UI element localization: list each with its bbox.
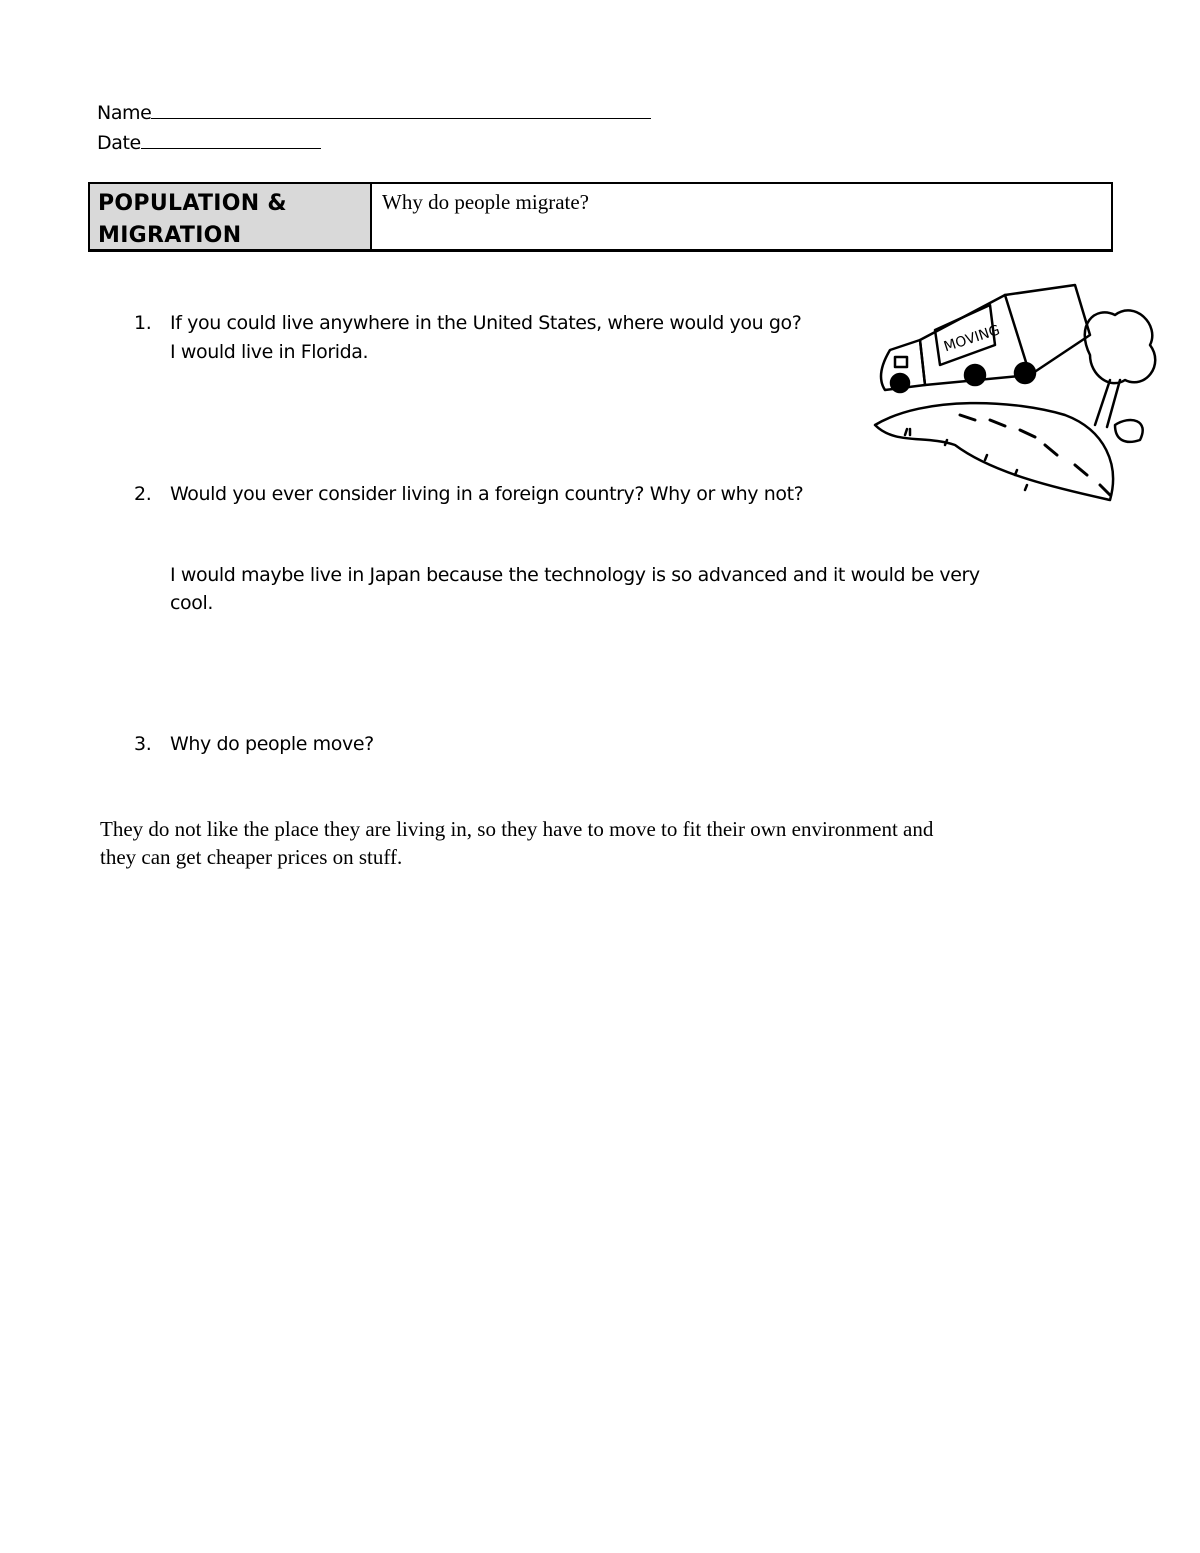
topic-line-1: POPULATION &: [98, 191, 287, 216]
topic-line-2: MIGRATION: [98, 223, 242, 248]
answer-3-line-2: they can get cheaper prices on stuff.: [100, 845, 403, 869]
question-text: If you could live anywhere in the United States, where would you go?: [170, 312, 802, 334]
answer-2-line-2: cool.: [170, 592, 214, 614]
question-number: 1.: [134, 312, 152, 334]
tree-icon: [1085, 310, 1155, 441]
question-number: 3.: [134, 733, 152, 755]
answer-3-line-1: They do not like the place they are living in, so they have to move to fit their own environment and: [100, 817, 934, 841]
road-icon: [875, 403, 1113, 500]
question-1: [134, 309, 801, 338]
truck-sign: MOVING: [941, 322, 1002, 356]
question-3: [134, 730, 374, 759]
question-2: [134, 480, 803, 509]
name-field[interactable]: [97, 99, 651, 128]
date-label: Date: [97, 132, 141, 154]
date-blank[interactable]: [141, 130, 321, 149]
essential-question: Why do people migrate?: [382, 190, 590, 214]
answer-2-line-1: I would maybe live in Japan because the technology is so advanced and it would be very: [170, 564, 980, 586]
truck-icon: [881, 285, 1090, 392]
name-label: Name: [97, 102, 152, 124]
question-text: Why do people move?: [170, 733, 374, 755]
answer-1: I would live in Florida.: [170, 341, 369, 363]
name-blank[interactable]: [151, 100, 651, 119]
title-table: [88, 182, 1113, 252]
moving-truck-illustration: [865, 275, 1165, 515]
question-text: Would you ever consider living in a foreign country? Why or why not?: [170, 483, 804, 505]
topic-cell: [90, 184, 372, 249]
date-field[interactable]: [97, 129, 321, 158]
question-number: 2.: [134, 483, 152, 505]
